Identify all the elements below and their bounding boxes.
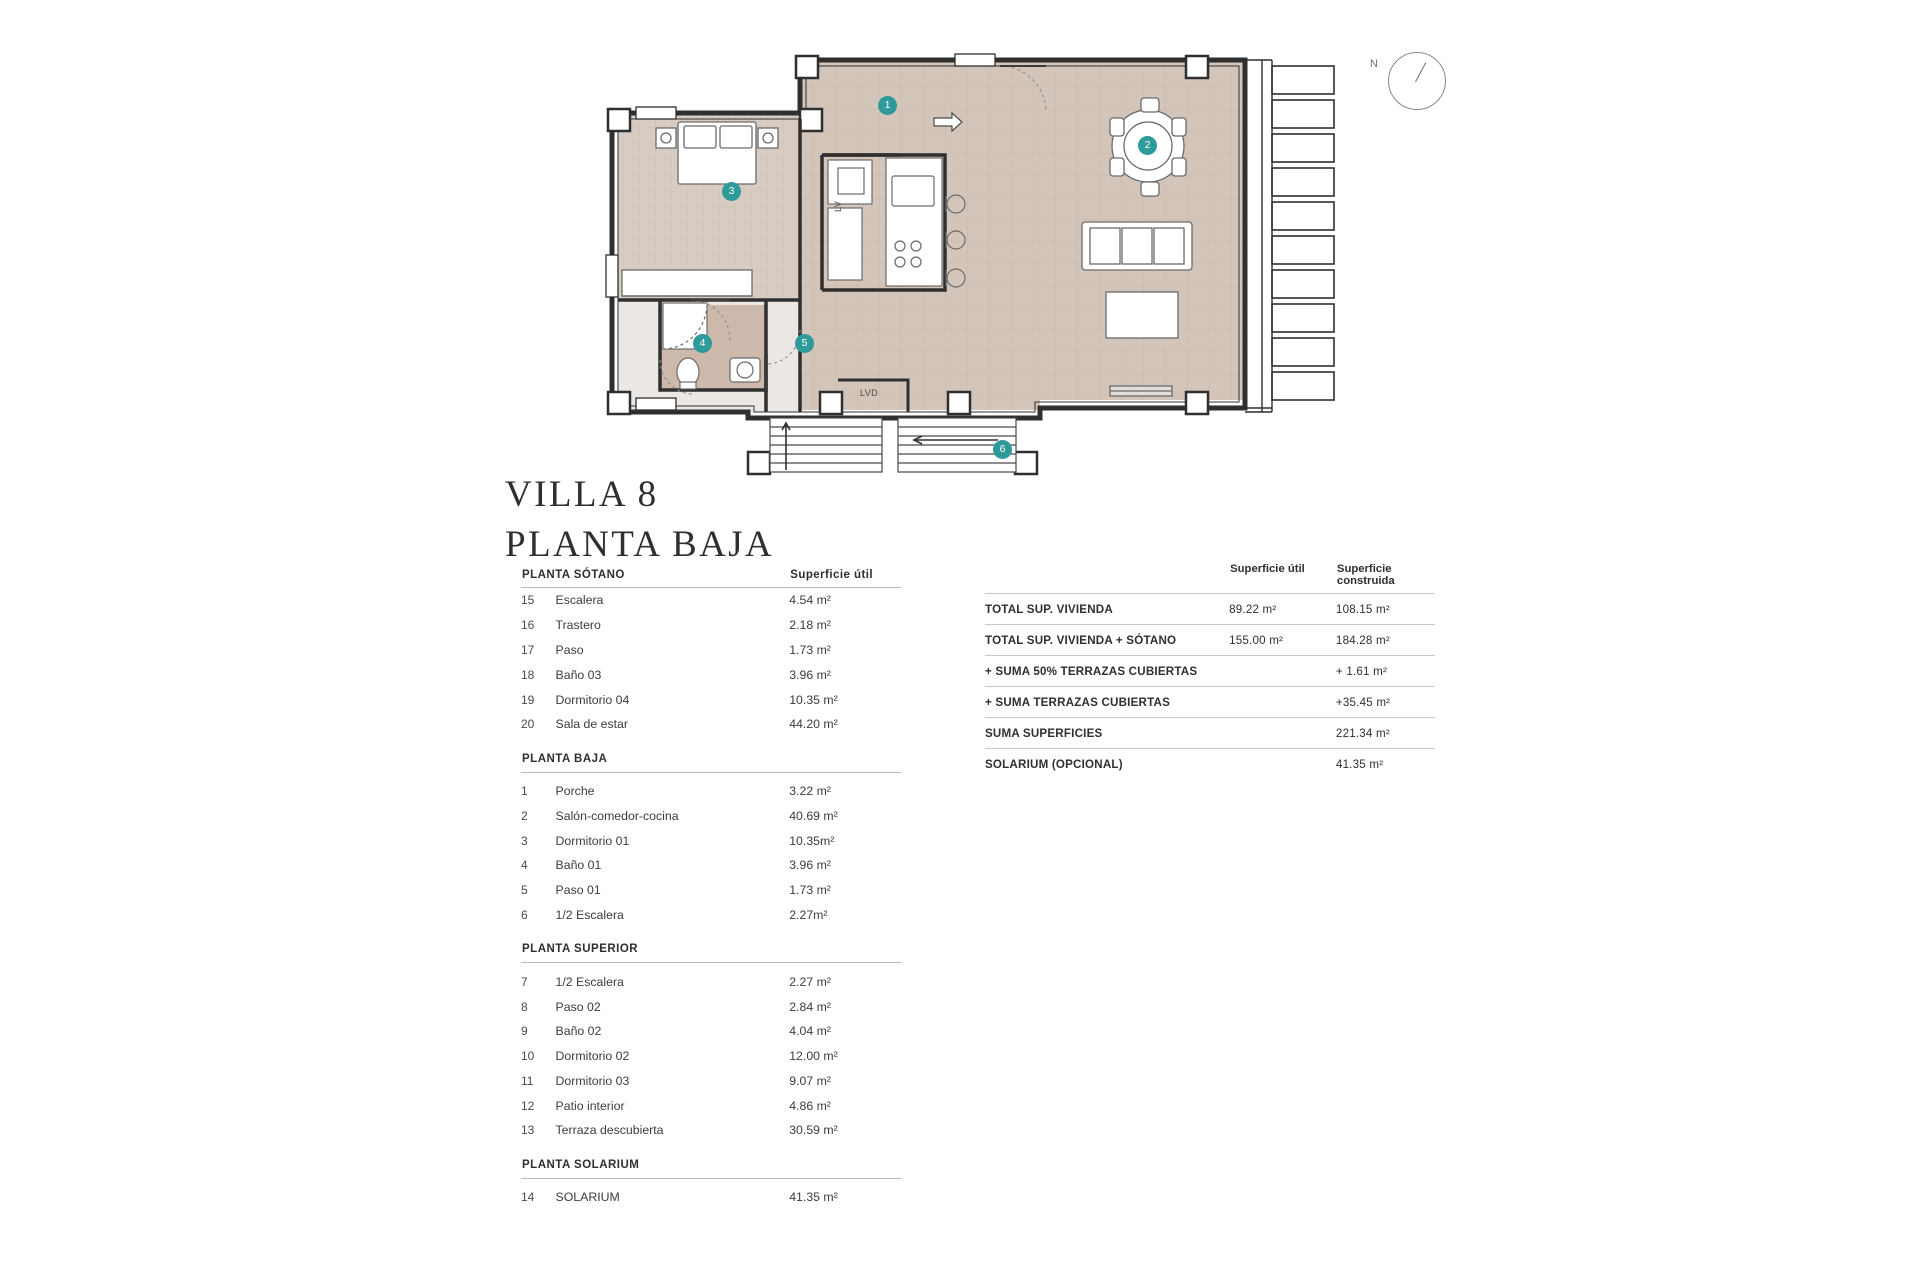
row-value-construida: 184.28 m²	[1335, 633, 1390, 647]
row-value-util: 155.00 m²	[1229, 633, 1284, 647]
row-value: 1.73 m²	[789, 883, 831, 898]
row-label: Dormitorio 01	[555, 833, 630, 848]
plan-marker-5[interactable]: 5	[795, 334, 814, 353]
table-row	[521, 1118, 901, 1143]
row-value: 4.86 m²	[789, 1098, 831, 1113]
row-label: Sala de estar	[555, 717, 628, 732]
row-number: 5	[521, 883, 528, 898]
row-value-construida: +35.45 m²	[1335, 695, 1391, 709]
appliance-label-lvd: LVD	[860, 388, 879, 398]
row-value: 10.35 m²	[789, 692, 838, 707]
areas-header-section: PLANTA SÓTANO	[522, 569, 625, 581]
areas-header-surface: Superficie útil	[790, 569, 874, 581]
plan-marker-2[interactable]: 2	[1138, 136, 1157, 155]
title-villa: VILLA 8	[505, 474, 659, 515]
row-value-util: 89.22 m²	[1229, 602, 1277, 616]
row-value-util	[1229, 656, 1336, 687]
row-number: 1	[521, 784, 528, 799]
plan-marker-6[interactable]: 6	[993, 440, 1012, 459]
table-row	[521, 712, 901, 737]
row-number: 17	[521, 642, 535, 657]
table-row	[521, 1093, 901, 1118]
floor-plan-drawing	[0, 0, 1920, 490]
row-label: + SUMA 50% TERRAZAS CUBIERTAS	[985, 664, 1198, 678]
row-number: 18	[521, 667, 535, 682]
row-value-util	[1229, 749, 1336, 780]
table-row	[521, 1019, 901, 1044]
row-value: 2.27 m²	[789, 974, 831, 989]
row-label: Paso 01	[555, 883, 601, 898]
row-value: 30.59 m²	[789, 1123, 838, 1138]
compass-north-label: N	[1370, 58, 1379, 70]
row-label: SUMA SUPERFICIES	[985, 726, 1103, 740]
row-number: 9	[521, 1024, 528, 1039]
page-title	[505, 470, 774, 570]
row-label: Salón-comedor-cocina	[555, 808, 679, 823]
plan-marker-1[interactable]: 1	[878, 96, 897, 115]
row-number: 7	[521, 974, 528, 989]
row-label: Dormitorio 04	[555, 692, 630, 707]
totals-table-header	[985, 562, 1435, 593]
section-header-planta-solarium: PLANTA SOLARIUM	[522, 1158, 640, 1171]
row-label: Baño 01	[555, 858, 602, 873]
areas-table-header	[521, 568, 901, 587]
row-value: 9.07 m²	[789, 1073, 831, 1088]
row-label: TOTAL SUP. VIVIENDA	[985, 602, 1113, 616]
row-value: 41.35 m²	[789, 1190, 838, 1205]
row-value-construida: + 1.61 m²	[1335, 664, 1388, 678]
row-number: 8	[521, 999, 528, 1014]
title-floor: PLANTA BAJA	[505, 523, 775, 565]
row-value: 4.04 m²	[789, 1024, 831, 1039]
table-row	[521, 613, 901, 638]
row-number: 12	[521, 1098, 535, 1113]
plan-marker-4[interactable]: 4	[693, 334, 712, 353]
table-row	[985, 594, 1435, 625]
table-row	[521, 588, 901, 613]
floor-plan-svg	[0, 0, 1920, 490]
row-value: 2.27m²	[789, 907, 828, 922]
table-row	[521, 803, 901, 828]
table-row	[985, 656, 1435, 687]
row-label: Dormitorio 03	[555, 1073, 630, 1088]
row-value: 2.18 m²	[789, 618, 831, 633]
table-row	[985, 687, 1435, 718]
row-value: 1.73 m²	[789, 642, 831, 657]
row-number: 11	[521, 1073, 534, 1088]
row-number: 19	[521, 692, 535, 707]
table-row	[521, 828, 901, 853]
row-label: SOLARIUM	[555, 1190, 620, 1205]
row-label: 1/2 Escalera	[555, 974, 624, 989]
row-number: 15	[521, 593, 535, 608]
row-label: Paso	[555, 642, 584, 657]
row-number: 2	[521, 808, 528, 823]
row-label: Baño 03	[555, 667, 602, 682]
row-value: 4.54 m²	[789, 593, 831, 608]
row-value: 2.84 m²	[789, 999, 831, 1014]
compass-icon	[1368, 50, 1448, 120]
section-header-planta-superior: PLANTA SUPERIOR	[522, 943, 639, 956]
table-row	[521, 1185, 901, 1210]
row-number: 14	[521, 1190, 535, 1205]
row-value-util	[1229, 687, 1336, 718]
row-number: 13	[521, 1123, 535, 1138]
row-value: 12.00 m²	[789, 1049, 838, 1064]
totals-table	[985, 562, 1435, 779]
table-row	[521, 662, 901, 687]
row-label: Baño 02	[555, 1024, 602, 1039]
row-value-util	[1229, 718, 1336, 749]
table-row	[521, 903, 901, 928]
plan-marker-3[interactable]: 3	[722, 182, 741, 201]
row-label: Escalera	[555, 593, 604, 608]
table-row	[521, 878, 901, 903]
table-row	[985, 718, 1435, 749]
row-label: Porche	[555, 784, 595, 799]
row-number: 20	[521, 717, 535, 732]
table-row	[521, 687, 901, 712]
row-value: 10.35m²	[789, 833, 835, 848]
table-row	[521, 853, 901, 878]
table-row	[985, 625, 1435, 656]
row-label: 1/2 Escalera	[555, 907, 624, 922]
totals-header-construida: Superficie construida	[1336, 563, 1395, 587]
row-number: 10	[521, 1049, 535, 1064]
row-number: 16	[521, 618, 535, 633]
table-row	[985, 749, 1435, 780]
totals-header-util: Superficie útil	[1230, 563, 1305, 575]
row-label: SOLARIUM (OPCIONAL)	[985, 757, 1123, 771]
row-value-construida: 108.15 m²	[1335, 602, 1390, 616]
row-label: Patio interior	[555, 1098, 625, 1113]
row-number: 4	[521, 858, 528, 873]
table-row	[521, 994, 901, 1019]
row-label: TOTAL SUP. VIVIENDA + SÓTANO	[985, 633, 1177, 647]
row-value: 40.69 m²	[789, 808, 838, 823]
row-label: + SUMA TERRAZAS CUBIERTAS	[985, 695, 1171, 709]
row-label: Trastero	[555, 618, 601, 633]
row-label: Terraza descubierta	[555, 1123, 664, 1138]
table-row	[521, 969, 901, 994]
appliance-label-lv: LV	[833, 200, 843, 212]
row-number: 6	[521, 907, 528, 922]
areas-table	[521, 568, 901, 1210]
table-row	[521, 638, 901, 663]
table-row	[521, 779, 901, 804]
section-header-planta-baja: PLANTA BAJA	[522, 752, 608, 765]
table-row	[521, 1044, 901, 1069]
table-row	[521, 1069, 901, 1094]
row-label: Dormitorio 02	[555, 1049, 630, 1064]
row-value: 44.20 m²	[789, 717, 838, 732]
row-value: 3.96 m²	[789, 667, 831, 682]
row-value-construida: 221.34 m²	[1335, 726, 1390, 740]
row-number: 3	[521, 833, 528, 848]
row-value-construida: 41.35 m²	[1335, 757, 1384, 771]
row-value: 3.22 m²	[789, 784, 831, 799]
row-label: Paso 02	[555, 999, 601, 1014]
row-value: 3.96 m²	[789, 858, 831, 873]
